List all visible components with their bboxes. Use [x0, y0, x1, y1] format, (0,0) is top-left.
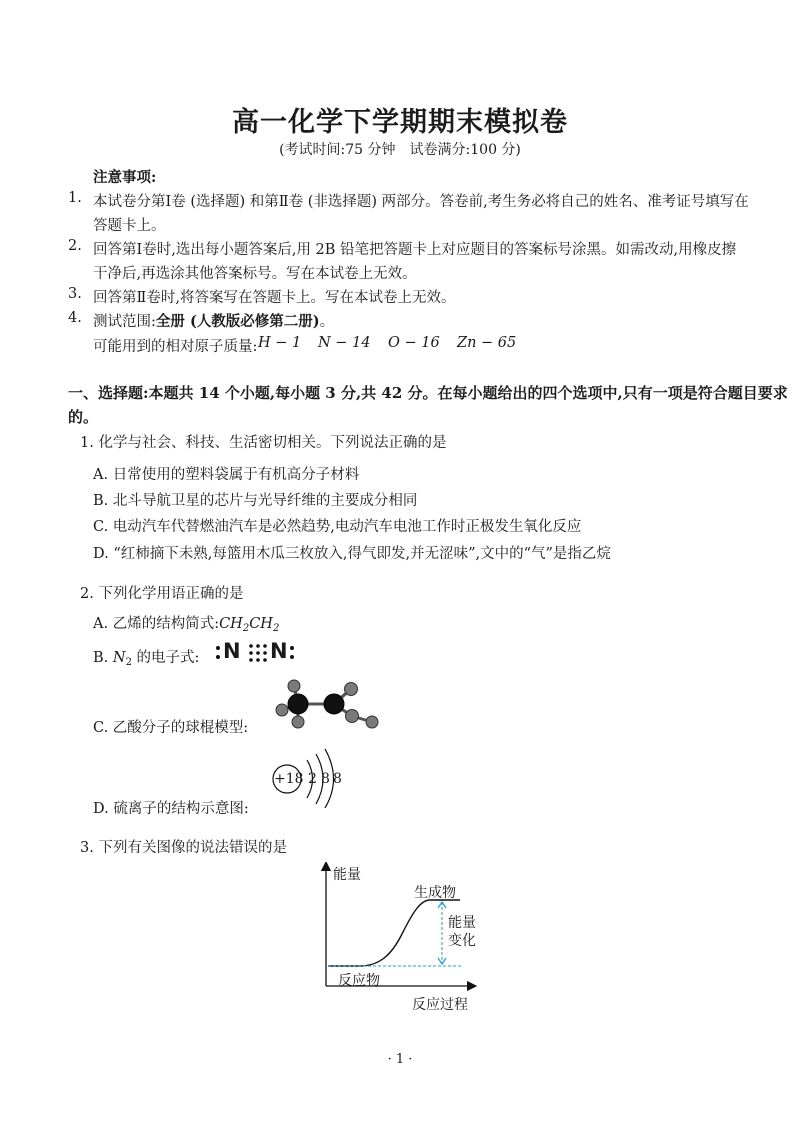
atomic-mass-o: O − 16	[388, 335, 440, 351]
note-1-line2: 答题卡上。	[93, 218, 166, 234]
n2-atom-2: N	[270, 639, 288, 663]
q2-option-c: C. 乙酸分子的球棍模型:	[93, 720, 249, 736]
atomic-mass-h: H − 1	[258, 335, 302, 351]
section1-heading-line1: 一、选择题:本题共 14 个小题,每小题 3 分,共 42 分。在每小题给出的四个选项中,只有一项是符合题目要求	[68, 384, 788, 402]
note-2-number: 2.	[68, 238, 82, 254]
q1-option-d: D. “红柿摘下未熟,每篮用木瓜三枚放入,得气即发,并无涩味”,文中的“气”是指乙烷	[93, 546, 611, 562]
note-4-line	[93, 310, 334, 331]
q1-option-a: A. 日常使用的塑料袋属于有机高分子材料	[93, 467, 360, 483]
note-3-line1: 回答第Ⅱ卷时,将答案写在答题卡上。写在本试卷上无效。	[93, 290, 456, 306]
scope-suffix: 。	[319, 314, 335, 330]
exam-info: (考试时间:75 分钟 试卷满分:100 分)	[279, 142, 521, 158]
q2-a-formula: $CH_2CH_2$	[219, 616, 280, 634]
nucleus-charge: +18	[274, 771, 304, 787]
q2-option-b: B. $N_2$ 的电子式:	[93, 650, 200, 668]
scope-prefix: 测试范围:	[93, 314, 156, 330]
q3-stem: 3. 下列有关图像的说法错误的是	[80, 840, 287, 856]
q2-a-label: A. 乙烯的结构简式:	[93, 616, 220, 632]
notes-heading: 注意事项:	[93, 169, 157, 186]
note-2-line2: 干净后,再选涂其他答案标号。写在本试卷上无效。	[93, 266, 417, 282]
energy-change-label-1: 能量	[448, 915, 476, 931]
note-2-line1: 回答第Ⅰ卷时,选出每小题答案后,用 2B 铅笔把答题卡上对应题目的答案标号涂黑。如需改动,用橡皮擦	[93, 242, 737, 258]
y-axis-label: 能量	[333, 867, 361, 883]
energy-change-label-2: 变化	[448, 933, 476, 949]
scope-value: 全册 (人教版必修第二册)	[155, 313, 320, 330]
note-1-number: 1.	[68, 190, 82, 206]
reactant-label: 反应物	[338, 973, 380, 989]
shell-2-electrons: 8	[321, 771, 330, 787]
sulfide-ion-structure-diagram	[270, 748, 360, 808]
section1-heading-line2: 的。	[68, 408, 99, 426]
acetic-acid-ball-stick-model	[268, 672, 388, 742]
atomic-mass-zn: Zn − 65	[457, 335, 517, 351]
q2-stem: 2. 下列化学用语正确的是	[80, 586, 244, 602]
shell-1-electrons: 2	[308, 771, 317, 787]
shell-3-electrons: 8	[333, 771, 342, 787]
q1-stem: 1. 化学与社会、科技、生活密切相关。下列说法正确的是	[80, 435, 447, 451]
q1-option-b: B. 北斗导航卫星的芯片与光导纤维的主要成分相同	[93, 493, 418, 509]
energy-curve	[328, 900, 460, 966]
q2-option-a	[93, 612, 279, 634]
product-label: 生成物	[414, 885, 456, 901]
note-3-number: 3.	[68, 286, 82, 302]
note-4-number: 4.	[68, 310, 82, 326]
page-number: · 1 ·	[387, 1052, 413, 1067]
atomic-mass-label: 可能用到的相对原子质量:	[93, 339, 258, 355]
page-title: 高一化学下学期期末模拟卷	[232, 107, 568, 138]
q1-option-c: C. 电动汽车代替燃油汽车是必然趋势,电动汽车电池工作时正极发生氧化反应	[93, 519, 582, 535]
q2-option-d: D. 硫离子的结构示意图:	[93, 801, 249, 817]
n2-atom-1: N	[223, 639, 241, 663]
atomic-mass-n: N − 14	[318, 335, 371, 351]
x-axis-label: 反应过程	[412, 997, 468, 1013]
note-1-line1: 本试卷分第Ⅰ卷 (选择题) 和第Ⅱ卷 (非选择题) 两部分。答卷前,考生务必将自己的姓名、准考证号填写在	[93, 194, 749, 210]
